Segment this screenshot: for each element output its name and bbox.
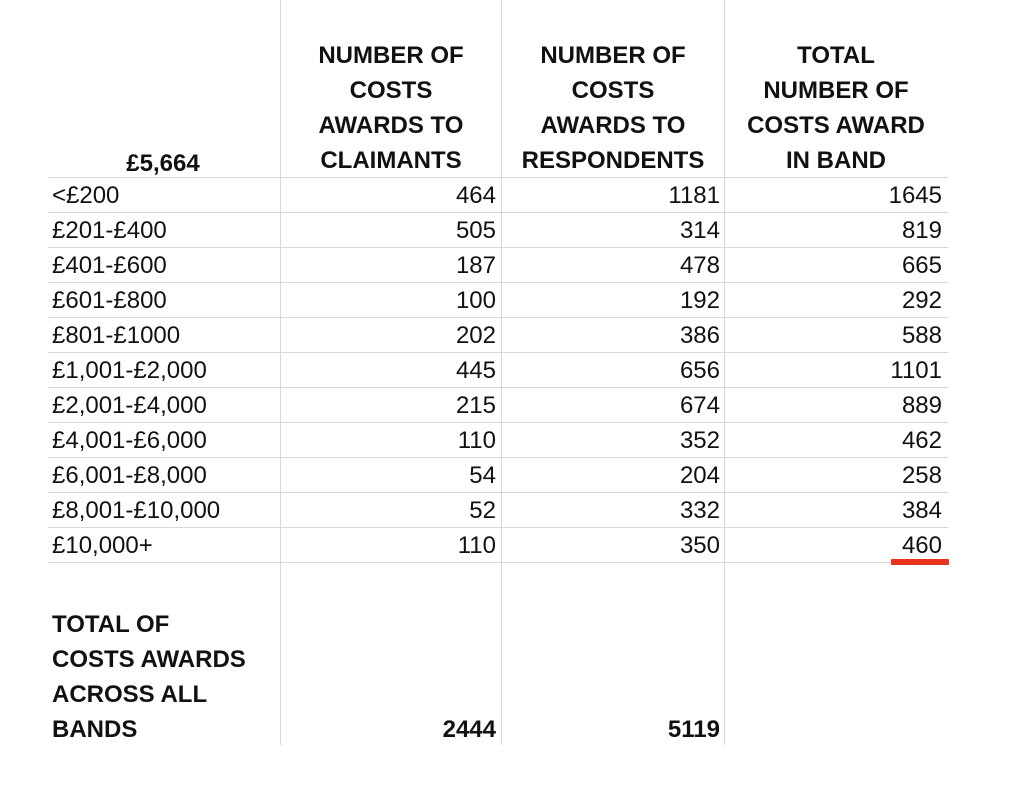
claimants-cell: 100 xyxy=(455,287,496,314)
header-total-in-band: TOTAL NUMBER OF COSTS AWARD IN BAND xyxy=(747,42,925,174)
respondents-cell: 314 xyxy=(679,217,720,244)
total-cell: 588 xyxy=(901,322,942,349)
totals-label: TOTAL OF COSTS AWARDS ACROSS ALL BANDS xyxy=(52,611,246,743)
claimants-cell: 464 xyxy=(455,182,496,209)
band-cell: £4,001-£6,000 xyxy=(52,427,207,454)
claimants-cell: 215 xyxy=(455,392,496,419)
highlight-underline-mark xyxy=(891,559,949,565)
total-cell: 665 xyxy=(901,252,942,279)
total-cell: 292 xyxy=(901,287,942,314)
respondents-cell: 1181 xyxy=(668,182,720,209)
table-row xyxy=(48,353,948,388)
claimants-cell: 110 xyxy=(457,427,496,454)
claimants-cell: 445 xyxy=(455,357,496,384)
respondents-cell: 674 xyxy=(679,392,720,419)
band-cell: £1,001-£2,000 xyxy=(52,357,207,384)
table-row xyxy=(48,458,948,493)
respondents-cell: 656 xyxy=(679,357,720,384)
band-cell: £6,001-£8,000 xyxy=(52,462,207,489)
claimants-cell: 187 xyxy=(455,252,496,279)
table-row xyxy=(48,493,948,528)
total-cell: 462 xyxy=(901,427,942,454)
claimants-cell: 202 xyxy=(455,322,496,349)
total-cell: 460 xyxy=(901,532,942,559)
header-claimants: NUMBER OF COSTS AWARDS TO CLAIMANTS xyxy=(318,42,464,174)
total-cell: 819 xyxy=(901,217,942,244)
respondents-cell: 386 xyxy=(679,322,720,349)
band-cell: £201-£400 xyxy=(52,217,167,244)
table-row xyxy=(48,528,948,563)
table-row xyxy=(48,423,948,458)
table-row xyxy=(48,248,948,283)
respondents-cell: 192 xyxy=(679,287,720,314)
table-row xyxy=(48,388,948,423)
respondents-cell: 332 xyxy=(679,497,720,524)
band-cell: £801-£1000 xyxy=(52,322,181,349)
corner-label: £5,664 xyxy=(126,150,200,177)
respondents-cell: 350 xyxy=(679,532,720,559)
total-cell: 1645 xyxy=(888,182,942,209)
respondents-cell: 204 xyxy=(679,462,720,489)
claimants-cell: 52 xyxy=(469,497,496,524)
row-separator xyxy=(48,562,948,563)
band-cell: £10,000+ xyxy=(52,532,153,559)
total-claimants: 2444 xyxy=(442,716,496,743)
total-cell: 258 xyxy=(901,462,942,489)
claimants-cell: 505 xyxy=(455,217,496,244)
band-cell: £401-£600 xyxy=(52,252,167,279)
header-respondents: NUMBER OF COSTS AWARDS TO RESPONDENTS xyxy=(521,42,705,174)
table-row xyxy=(48,318,948,353)
band-cell: £601-£800 xyxy=(52,287,167,314)
claimants-cell: 110 xyxy=(457,532,496,559)
band-cell: £2,001-£4,000 xyxy=(52,392,207,419)
table-row xyxy=(48,178,948,213)
respondents-cell: 478 xyxy=(679,252,720,279)
total-cell: 889 xyxy=(901,392,942,419)
table-row xyxy=(48,283,948,318)
band-cell: £8,001-£10,000 xyxy=(52,497,221,524)
total-cell: 384 xyxy=(901,497,942,524)
respondents-cell: 352 xyxy=(679,427,720,454)
total-respondents: 5119 xyxy=(667,716,720,743)
band-cell: <£200 xyxy=(52,182,120,209)
total-cell: 1101 xyxy=(890,357,942,384)
claimants-cell: 54 xyxy=(469,462,496,489)
table-row xyxy=(48,213,948,248)
